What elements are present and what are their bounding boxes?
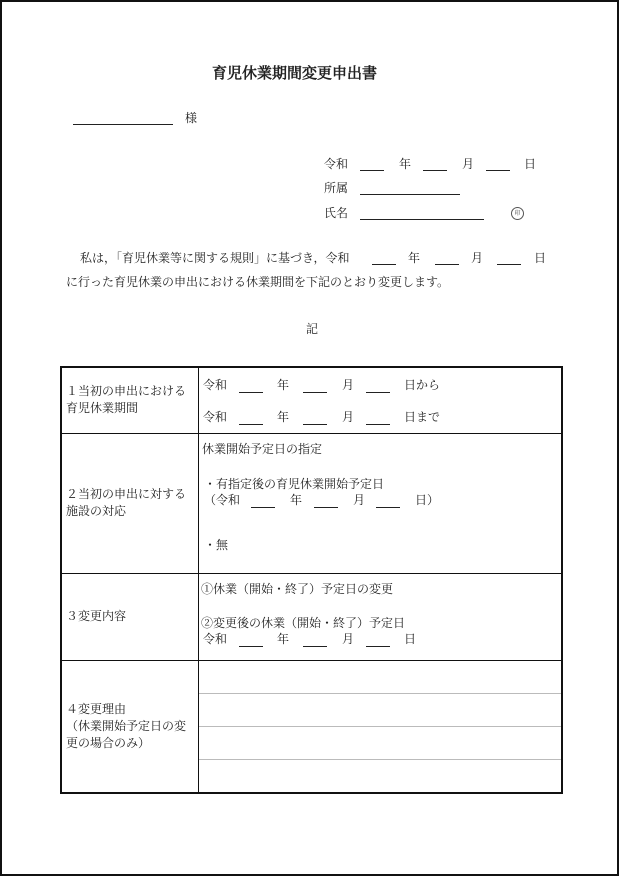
row1-from-month-blank[interactable] (303, 392, 327, 393)
reason-input-line-1[interactable] (199, 661, 561, 694)
row1-to-year: 年 (277, 410, 290, 424)
row2-label-line1: ２当初の申出に対する (66, 487, 187, 501)
body-day-label: 日 (534, 251, 547, 265)
row2-year: 年 (290, 492, 303, 507)
row3-day-blank[interactable] (366, 646, 390, 647)
row1-to-era: 令和 (203, 410, 228, 424)
name-blank[interactable] (360, 219, 484, 220)
row4-label-line3: 更の場合のみ） (66, 735, 151, 750)
header-year-label: 年 (399, 157, 412, 171)
row2-era: （令和 (204, 492, 241, 507)
header-day-label: 日 (524, 157, 537, 171)
row1-to-year-blank[interactable] (239, 424, 263, 425)
header-day-blank[interactable] (486, 170, 510, 171)
row2-month-blank[interactable] (314, 507, 338, 508)
row1-from-day-blank[interactable] (366, 392, 390, 393)
row2-label (61, 433, 199, 573)
row3-label-text: ３変更内容 (66, 609, 127, 623)
row2-designation: 休業開始予定日の指定 (202, 441, 323, 456)
table-row-facility-response (61, 433, 562, 573)
row3-month-blank[interactable] (303, 646, 327, 647)
affiliation-blank[interactable] (360, 194, 460, 195)
addressee-suffix: 様 (185, 111, 198, 125)
table-row-change-reason (61, 660, 562, 793)
header-month-label: 月 (462, 157, 475, 171)
row3-era: 令和 (203, 631, 228, 646)
reason-input-line-3[interactable] (199, 727, 561, 760)
header-year-blank[interactable] (360, 170, 384, 171)
row4-label-line2: （休業開始予定日の変 (66, 718, 187, 733)
row4-label (61, 660, 199, 793)
row2-content (199, 433, 563, 573)
name-label: 氏名 (324, 206, 349, 220)
row1-to-month: 月 (342, 410, 355, 424)
row1-from-year-blank[interactable] (239, 392, 263, 393)
row1-to-suffix: 日まで (404, 410, 441, 424)
row1-to-day-blank[interactable] (366, 424, 390, 425)
row3-item1[interactable]: ①休業（開始・終了）予定日の変更 (201, 581, 394, 596)
addressee-blank-line[interactable] (73, 124, 173, 125)
header-month-blank[interactable] (423, 170, 447, 171)
row1-content (199, 367, 563, 433)
row3-label (61, 573, 199, 660)
row2-year-blank[interactable] (251, 507, 275, 508)
body-month-blank[interactable] (435, 264, 459, 265)
body-year-label: 年 (408, 251, 421, 265)
row2-day-blank[interactable] (376, 507, 400, 508)
row1-label-line2: 育児休業期間 (66, 401, 139, 416)
row3-content (199, 573, 563, 660)
row3-day: 日 (404, 631, 417, 646)
row4-reason-area (199, 660, 563, 793)
row1-to-month-blank[interactable] (303, 424, 327, 425)
body-year-blank[interactable] (372, 264, 396, 265)
row4-label-line1: ４変更理由 (66, 701, 127, 716)
body-month-label: 月 (471, 251, 484, 265)
table-row-original-period (61, 367, 562, 433)
row2-none[interactable]: ・無 (204, 537, 229, 552)
body-day-blank[interactable] (497, 264, 521, 265)
change-details-table (60, 366, 563, 794)
document-title: 育児休業期間変更申出書 (212, 64, 378, 82)
row2-with-designation[interactable]: ・有指定後の育児休業開始予定日 (204, 476, 385, 491)
seal-mark: 印 (511, 207, 524, 220)
body-line1-text: 私は，「育児休業等に関する規則」に基づき，令和 (80, 251, 350, 265)
affiliation-label: 所属 (324, 181, 349, 195)
row2-month: 月 (353, 492, 366, 507)
body-line2-text: に行った育児休業の申出における休業期間を下記のとおり変更します。 (66, 275, 450, 289)
table-row-change-content (61, 573, 562, 660)
reason-input-line-2[interactable] (199, 694, 561, 727)
row2-label-line2: 施設の対応 (66, 504, 127, 518)
row3-year: 年 (277, 631, 290, 646)
header-date-era: 令和 (324, 157, 349, 171)
row1-label (61, 367, 199, 433)
row1-label-line1: １当初の申出における (66, 384, 187, 399)
reason-input-line-4[interactable] (199, 760, 561, 792)
note-heading: 記 (306, 322, 319, 336)
row3-item2[interactable]: ②変更後の休業（開始・終了）予定日 (201, 615, 406, 630)
row1-from-era: 令和 (203, 378, 228, 392)
row2-day-close: 日） (415, 492, 440, 507)
row1-from-year: 年 (277, 378, 290, 392)
row1-from-suffix: 日から (404, 378, 441, 392)
row1-from-month: 月 (342, 378, 355, 392)
row3-year-blank[interactable] (239, 646, 263, 647)
row3-month: 月 (342, 631, 355, 646)
